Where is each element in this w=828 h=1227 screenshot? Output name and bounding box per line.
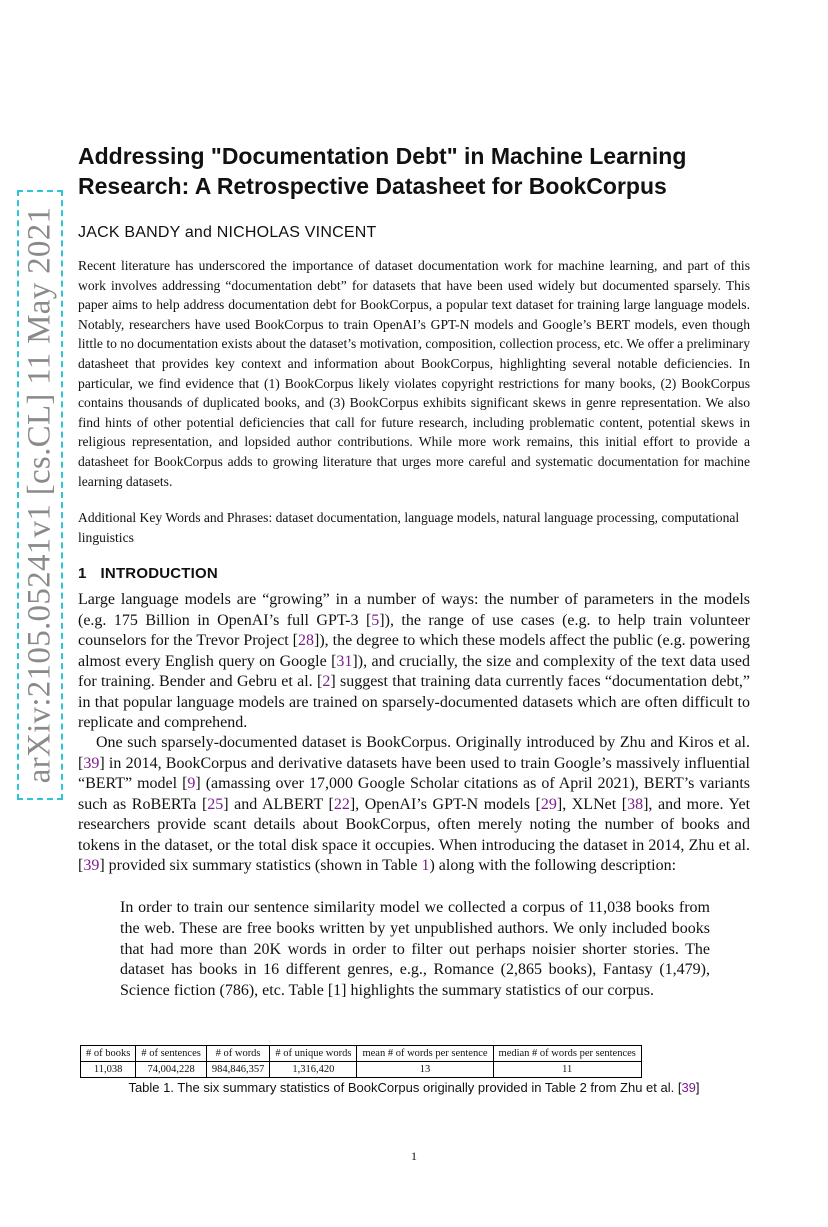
table-cell: 11 [493,1062,641,1078]
table-cell: 1,316,420 [270,1062,357,1078]
citation-link[interactable]: 28 [297,632,314,649]
citation-link[interactable]: 5 [371,611,380,629]
text-run: One such sparsely-documented dataset is BookCorpus. Originally introduced by Zhu and Kiros et al. [ [78,734,750,772]
table-reference-link[interactable]: 1 [421,857,430,874]
column-header: # of sentences [136,1046,206,1062]
citation-link[interactable]: 2 [322,673,331,690]
table-cell: 11,038 [81,1062,136,1078]
text-run: ], XLNet [ [556,795,628,813]
citation-link[interactable]: 9 [187,775,196,792]
text-run: ) along with the following description: [429,857,677,874]
citation-link[interactable]: 39 [83,857,100,874]
text-run: ], OpenAI’s GPT-N models [ [349,795,541,813]
citation-link[interactable]: 25 [207,795,224,813]
citation-link[interactable]: 39 [83,754,100,772]
text-run: ] (amassing over 17,000 Google Scholar citations as of April 2021), BERT’s variants such as RoBERTa [ [78,775,751,813]
arxiv-identifier: arXiv:2105.05241v1 [cs.CL] 11 May 2021 [21,206,58,784]
text-run: ] provided six summary statistics (shown in Table [99,857,422,874]
summary-stats-table [80,1045,642,1078]
citation-link[interactable]: 22 [333,795,350,813]
caption-end: ] [695,1080,700,1095]
text-run: Large language models are “growing” in a number of ways: the number of parameters in the models (e.g. 175 Billion in OpenAI’s full GPT-3 [ [78,591,750,629]
intro-paragraph-1 [78,590,750,734]
section-title: INTRODUCTION [100,565,218,582]
citation-link[interactable]: 31 [336,652,353,670]
authors: JACK BANDY and NICHOLAS VINCENT [78,224,377,241]
table-header-row [81,1046,642,1062]
citation-link[interactable]: 29 [540,795,557,813]
arxiv-stamp [17,190,63,800]
paper-title: Addressing "Documentation Debt" in Machine Learning Research: A Retrospective Datasheet for BookCorpus [78,143,687,199]
table-cell: 74,004,228 [136,1062,206,1078]
section-heading [78,565,218,582]
text-run: ]), the degree to which these models affect the public (e.g. powering almost every English query on Google [ [78,632,750,670]
keywords: Additional Key Words and Phrases: dataset documentation, language models, natural language processing, computational linguistics [78,510,740,545]
caption-text: Table 1. The six summary statistics of BookCorpus originally provided in Table 2 from Zhu et al. [ [128,1080,682,1095]
section-number: 1 [78,565,87,582]
table-cell: 984,846,357 [206,1062,270,1078]
column-header: mean # of words per sentence [357,1046,493,1062]
abstract: Recent literature has underscored the importance of dataset documentation work for machine learning, and part of this work involves addressing “documentation debt” for datasets that have been used widely but documented sparsely. This paper aims to help address documentation debt for BookCorpus, a popular text dataset for training large language models. Notably, researchers have used BookCorpus to train OpenAI’s GPT-N models and Google’s BERT models, even though little to no documentation exists about the dataset’s motivation, composition, collection process, etc. We offer a preliminary datasheet that provides key context and information about BookCorpus, highlighting several notable deficiencies. In particular, we find evidence that (1) BookCorpus likely violates copyright restrictions for many books, (2) BookCorpus contains thousands of duplicated books, and (3) BookCorpus exhibits significant skews in genre representation. We also find hints of other potential deficiencies that call for future research, including problematic content, potential skews in religious representation, and lopsided author contributions. While more work remains, this initial effort to provide a datasheet for BookCorpus adds to growing literature that urges more careful and systematic documentation for machine learning datasets. [78,258,750,489]
column-header: # of books [81,1046,136,1062]
column-header: median # of words per sentences [493,1046,641,1062]
citation-link[interactable]: 38 [627,795,644,813]
table-cell: 13 [357,1062,493,1078]
text-run: ] suggest that training data currently faces “documentation debt,” in that popular language models are trained on sparsely-documented datasets which are often difficult to replicate and comprehend. [78,673,750,731]
table-caption [0,1080,828,1095]
intro-paragraph-2 [78,733,750,877]
block-quote: In order to train our sentence similarity model we collected a corpus of 11,038 books from the web. These are free books written by yet unpublished authors. We only included books that had more than 20K words in order to filter out perhaps noisier shorter stories. The dataset has books in 16 different genres, e.g., Romance (2,865 books), Fantasy (1,479), Science fiction (786), etc. Table [1] highlights the summary statistics of our corpus. [120,899,710,1000]
column-header: # of words [206,1046,270,1062]
table-row [81,1062,642,1078]
page-number: 1 [411,1149,417,1163]
text-run: ] in 2014, BookCorpus and derivative datasets have been used to train Google’s massively influential “BERT” model [ [78,754,750,792]
text-run: ]), and crucially, the size and complexity of the text data used for training. Bender and Gebru et al. [ [78,652,750,690]
citation-link[interactable]: 39 [681,1080,696,1095]
text-run: ] and ALBERT [ [223,795,334,813]
column-header: # of unique words [270,1046,357,1062]
text-run: ]), the range of use cases (e.g. to help train volunteer counselors for the Trevor Project [ [78,611,751,649]
text-run: ], and more. Yet researchers provide scant details about BookCorpus, often merely noting the number of books and tokens in the dataset, or the total disk space it occupies. When introducing the dataset in 2014, Zhu et al. [ [78,795,751,874]
